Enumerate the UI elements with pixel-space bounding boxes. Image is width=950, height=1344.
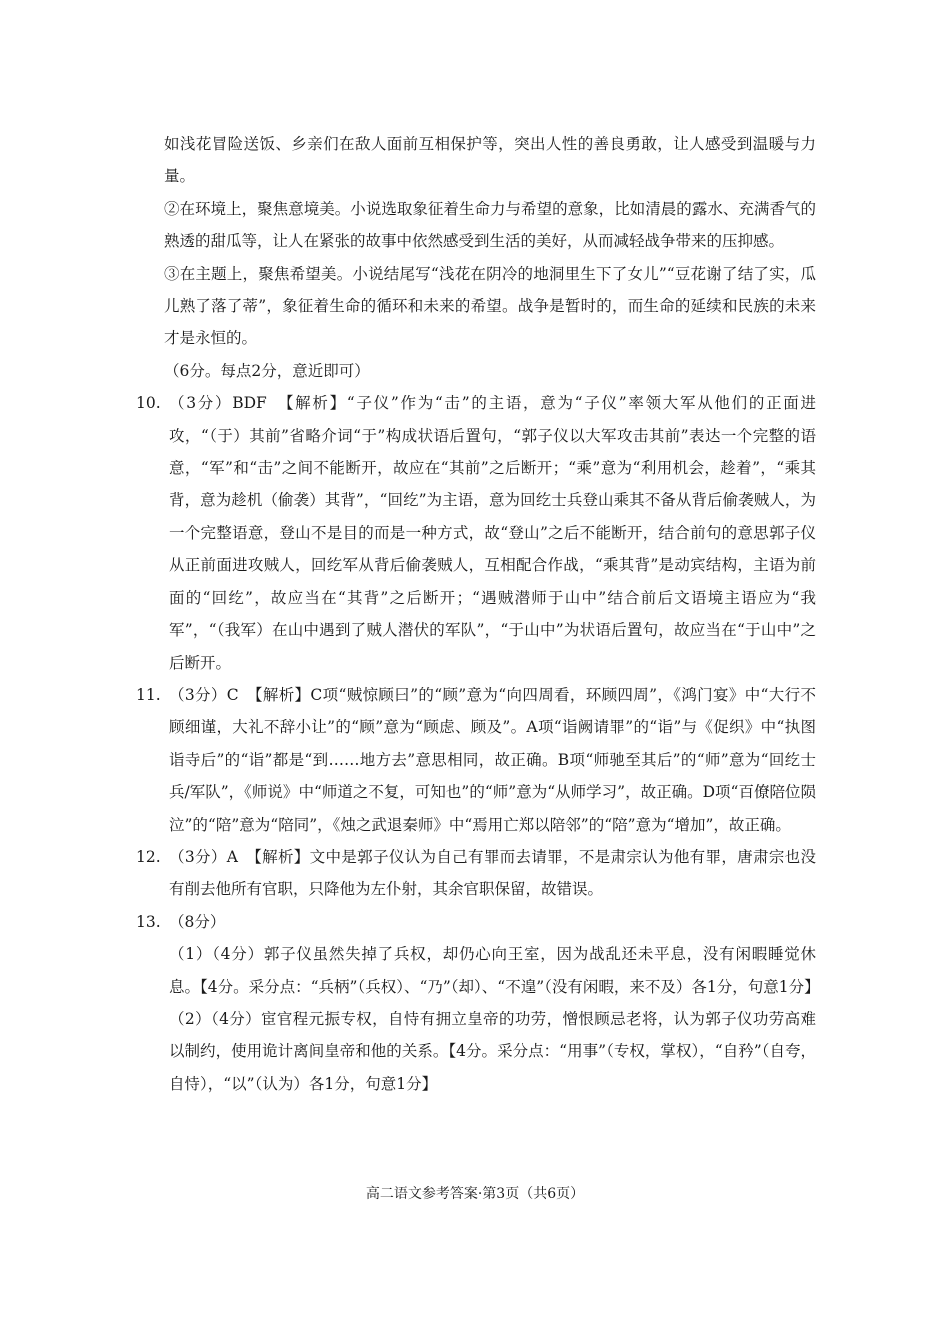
question-number: 11. (136, 685, 161, 704)
question-number: 12. (136, 847, 161, 866)
question-11 (136, 679, 816, 841)
page-footer: 高二语文参考答案·第3页（共6页） (365, 1186, 585, 1202)
question-answer: （3分）C 【解析】C项“贼惊顾曰”的“顾”意为“向四周看，环顾四周”，《鸿门宴》中“大行不顾细谨，大礼不辞小让”的“顾”意为“顾虑、顾及”。A项“诣阙请罪”的“诣”与《促织》中“执图诣寺后”的“诣”都是“到……地方去”意思相同，故正确。B项“师驰至其后”的“师”意为“回纥士兵/军队”，《师说》中“师道之不复，可知也”的“师”意为“从师学习”，故正确。D项“百僚陪位陨泣”的“陪”意为“陪同”，《烛之武退秦师》中“焉用亡郑以陪邻”的“陪”意为“增加”，故正确。 (169, 685, 816, 834)
question-number: 10. (136, 394, 161, 413)
question-score: （8分） (169, 912, 226, 931)
question-12 (136, 841, 816, 906)
paragraph-continuation: 如浅花冒险送饭、乡亲们在敌人面前互相保护等，突出人性的善良勇敢，让人感受到温暖与力量。 (164, 135, 816, 186)
scoring-note: （6分。每点2分，意近即可） (164, 361, 370, 380)
question-answer: （3分）A 【解析】文中是郭子仪认为自己有罪而去请罪，不是肃宗认为他有罪，唐肃宗也没有削去他所有官职，只降他为左仆射，其余官职保留，故错误。 (169, 847, 816, 899)
question-13-part-1: （1）（4分）郭子仪虽然失掉了兵权，却仍心向王室，因为战乱还未平息，没有闲暇睡觉休息。【4分。采分点：“兵柄”（兵权）、“乃”（却）、“不遑”（没有闲暇，来不及）各1分，句意1分】 (169, 945, 820, 996)
page-body (136, 128, 820, 1100)
question-number: 13. (136, 912, 161, 931)
question-13-part-2: （2）（4分）宦官程元振专权，自恃有拥立皇帝的功劳，憎恨顾忌老将，认为郭子仪功劳高难以制约，使用诡计离间皇帝和他的关系。【4分。采分点：“用事”（专权，掌权），“自矜”（自夸，自恃），“以”（认为）各1分，句意1分】 (169, 1009, 816, 1093)
paragraph-theme: ③在主题上，聚焦希望美。小说结尾写“浅花在阴冷的地洞里生下了女儿”“豆花谢了结了实，瓜儿熟了落了蒂”，象征着生命的循环和未来的希望。战争是暂时的，而生命的延续和民族的未来才是永恒的。 (164, 264, 816, 348)
question-10 (136, 387, 816, 679)
paragraph-environment: ②在环境上，聚焦意境美。小说选取象征着生命力与希望的意象，比如清晨的露水、充满香气的熟透的甜瓜等，让人在紧张的故事中依然感受到生活的美好，从而减轻战争带来的压抑感。 (164, 199, 816, 251)
question-answer: （3分）BDF 【解析】“子仪”作为“击”的主语，意为“子仪”率领大军从他们的正面进攻，“（于）其前”省略介词“于”构成状语后置句，“郭子仪以大军攻击其前”表达一个完整的语意，“军”和“击”之间不能断开，故应在“其前”之后断开；“乘”意为“利用机会，趁着”，“乘其背，意为趁机（偷袭）其背”，“回纥”为主语，意为回纥士兵登山乘其不备从背后偷袭贼人，为一个完整语意，登山不是目的而是一种方式，故“登山”之后不能断开，结合前句的意思郭子仪从正前面进攻贼人，回纥军从背后偷袭贼人，互相配合作战，“乘其背”是动宾结构，主语为前面的“回纥”，故应当在“其背”之后断开；“遇贼潜师于山中”结合前后文语境主语应为“我军”，“（我军）在山中遇到了贼人潜伏的军队”，“于山中”为状语后置句，故应当在“于山中”之后断开。 (169, 394, 816, 672)
question-13 (136, 906, 820, 1100)
